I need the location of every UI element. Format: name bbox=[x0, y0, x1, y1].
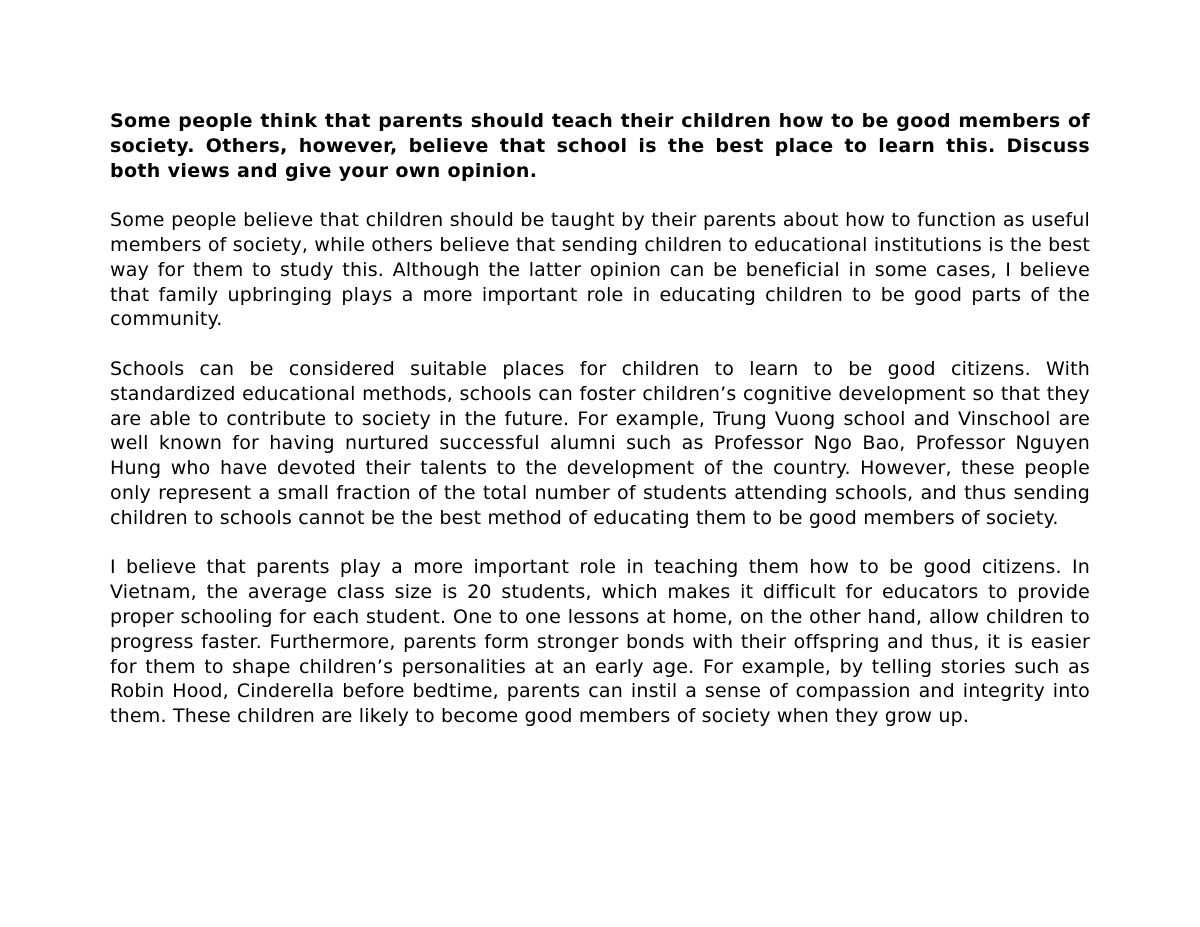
paragraph-introduction: Some people believe that children should be taught by their parents about how to function as useful members of society, while others believe that sending children to educational institutions is the best way for them to study this. Although the latter opinion can be beneficial in some cases, I believe that family upbringing plays a more important role in educating children to be good parts of the community. bbox=[110, 209, 1090, 331]
essay-prompt: Some people think that parents should teach their children how to be good members of society. Others, however, believe that school is the best place to learn this. Discuss both views and give your own opinion. bbox=[110, 110, 1090, 182]
document-body bbox=[110, 109, 1090, 729]
paragraph-schools-view: Schools can be considered suitable places for children to learn to be good citizens. With standardized educational methods, schools can foster children’s cognitive development so that they are able to contribute to society in the future. For example, Trung Vuong school and Vinschool are well known for having nurtured successful alumni such as Professor Ngo Bao, Professor Nguyen Hung who have devoted their talents to the development of the country. However, these people only represent a small fraction of the total number of students attending schools, and thus sending children to schools cannot be the best method of educating them to be good members of society. bbox=[110, 357, 1090, 529]
paragraph-parents-view: I believe that parents play a more important role in teaching them how to be good citizens. In Vietnam, the average class size is 20 students, which makes it difficult for educators to provide proper schooling for each student. One to one lessons at home, on the other hand, allow children to progress faster. Furthermore, parents form stronger bonds with their offspring and thus, it is easier for them to shape children’s personalities at an early age. For example, by telling stories such as Robin Hood, Cinderella before bedtime, parents can instil a sense of compassion and integrity into them. These children are likely to become good members of society when they grow up. bbox=[110, 556, 1090, 728]
